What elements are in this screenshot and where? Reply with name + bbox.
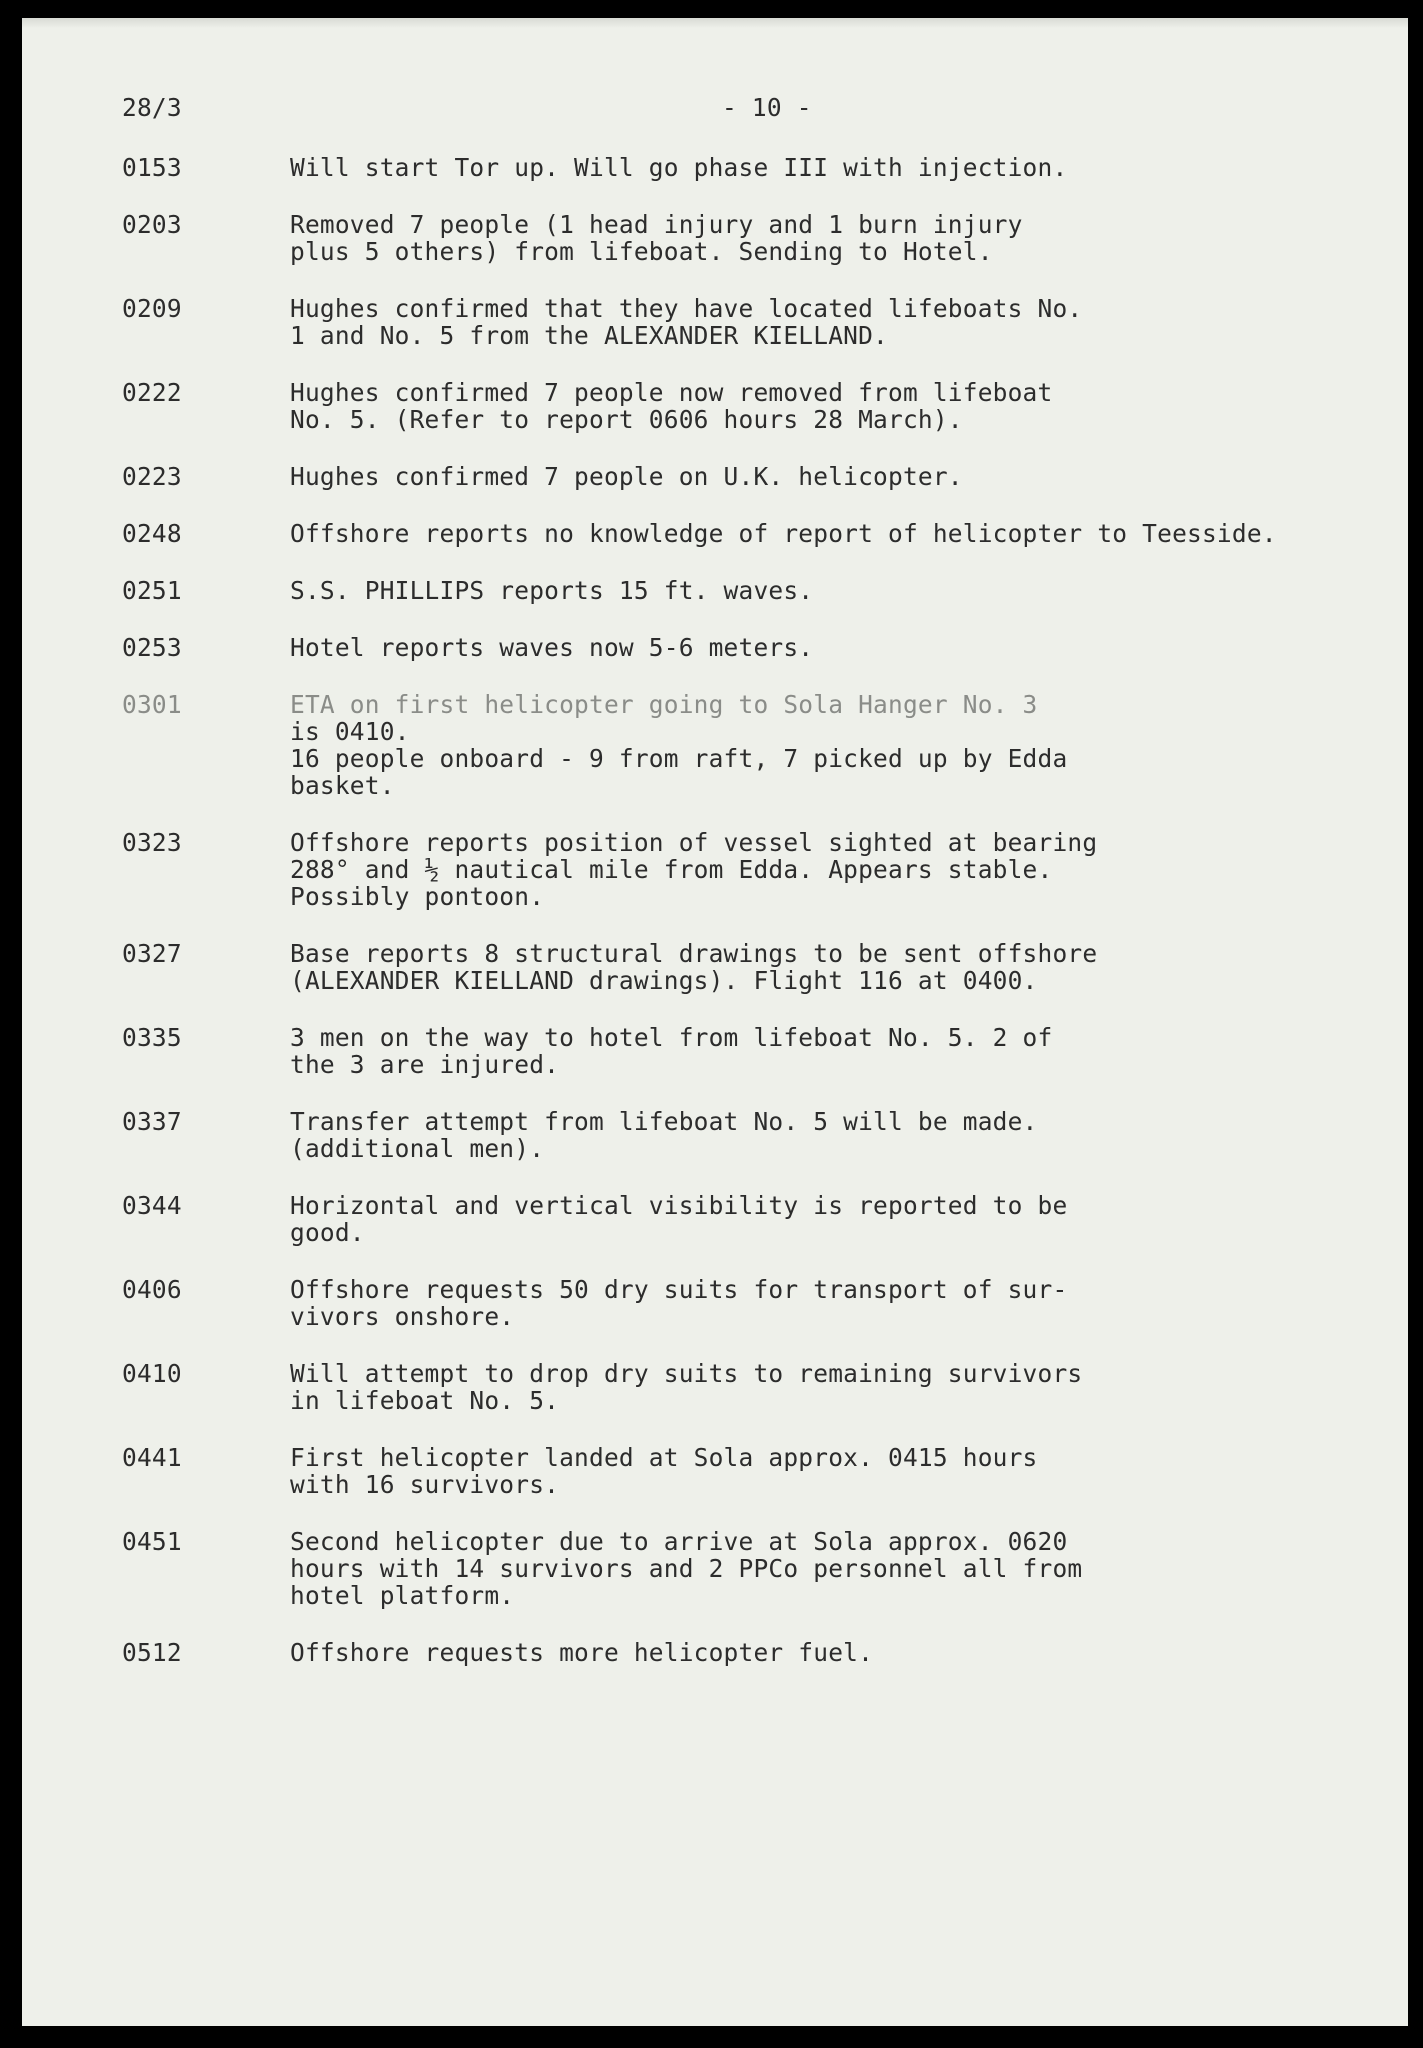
log-entry-line: vivors onshore.: [290, 1302, 515, 1331]
log-entry-text: [290, 634, 1362, 661]
log-entry: [122, 379, 1362, 433]
log-entry-line: Possibly pontoon.: [290, 882, 545, 911]
log-entry-line: (ALEXANDER KIELLAND drawings). Flight 116 at 0400.: [290, 966, 1038, 995]
log-entry-line: (additional men).: [290, 1134, 545, 1163]
log-entry-text: [290, 1192, 1362, 1246]
log-entry-time: 0337: [122, 1107, 182, 1136]
log-entry: [122, 520, 1362, 547]
log-entry-line: Offshore requests 50 dry suits for transport of sur-: [290, 1275, 1068, 1304]
log-entry-line: 3 men on the way to hotel from lifeboat No. 5. 2 of: [290, 1023, 1053, 1052]
log-entry: [122, 295, 1362, 349]
log-entry-text: [290, 829, 1362, 910]
log-entry-time: 0410: [122, 1359, 182, 1388]
log-entry: [122, 1528, 1362, 1609]
log-entry-text: [290, 691, 1362, 799]
log-entry-line: 288° and ½ nautical mile from Edda. Appears stable.: [290, 855, 1053, 884]
log-entry: [122, 1024, 1362, 1078]
log-entry-text: [290, 1024, 1362, 1078]
log-entry-time: 0209: [122, 294, 182, 323]
document-date: 28/3: [122, 93, 182, 122]
log-entry-line: with 16 survivors.: [290, 1470, 560, 1499]
log-entry-text: [290, 1276, 1362, 1330]
log-entry-time: 0153: [122, 153, 182, 182]
log-entry-text: [290, 1108, 1362, 1162]
log-entry: [122, 463, 1362, 490]
log-entry-line: hotel platform.: [290, 1581, 515, 1610]
log-entry-time: 0222: [122, 378, 182, 407]
log-entry-line: First helicopter landed at Sola approx. 0415 hours: [290, 1443, 1038, 1472]
log-entry-time: 0335: [122, 1023, 182, 1052]
log-entry-text: [290, 211, 1362, 265]
log-entry-text: [290, 463, 1362, 490]
log-entry-time: 0223: [122, 462, 182, 491]
log-entry-time: 0301: [122, 690, 182, 719]
log-entry-text: [290, 940, 1362, 994]
log-entry-line: Second helicopter due to arrive at Sola approx. 0620: [290, 1527, 1068, 1556]
log-entry-line: S.S. PHILLIPS reports 15 ft. waves.: [290, 576, 814, 605]
log-entry-text: [290, 379, 1362, 433]
log-entry-line: good.: [290, 1218, 365, 1247]
log-entry-text: [290, 577, 1362, 604]
log-entry-line: No. 5. (Refer to report 0606 hours 28 March).: [290, 405, 963, 434]
log-entry-line: Hotel reports waves now 5-6 meters.: [290, 633, 814, 662]
log-entry-line: in lifeboat No. 5.: [290, 1386, 560, 1415]
log-entry-line: Hughes confirmed 7 people now removed from lifeboat: [290, 378, 1053, 407]
log-entry-text: [290, 520, 1362, 547]
log-entry-time: 0251: [122, 576, 182, 605]
log-entry-time: 0344: [122, 1191, 182, 1220]
log-entry-line: Will attempt to drop dry suits to remaining survivors: [290, 1359, 1083, 1388]
log-entry-line: the 3 are injured.: [290, 1050, 560, 1079]
log-entry-time: 0512: [122, 1638, 182, 1667]
log-entry: [122, 211, 1362, 265]
log-entry: [122, 154, 1362, 181]
log-entry: [122, 1444, 1362, 1498]
log-entry-line: ETA on first helicopter going to Sola Hanger No. 3: [290, 690, 1038, 719]
log-entry-line: Removed 7 people (1 head injury and 1 burn injury: [290, 210, 1023, 239]
log-entries: [122, 154, 1362, 1696]
log-entry-line: Offshore reports no knowledge of report of helicopter to Teesside.: [290, 519, 1277, 548]
log-entry-text: [290, 1528, 1362, 1609]
log-entry: [122, 940, 1362, 994]
log-entry: [122, 1108, 1362, 1162]
log-entry: [122, 577, 1362, 604]
log-entry-text: [290, 154, 1362, 181]
log-entry: [122, 1276, 1362, 1330]
page-number: - 10 -: [722, 93, 812, 122]
log-entry-line: is 0410.: [290, 717, 410, 746]
log-entry-line: Horizontal and vertical visibility is reported to be: [290, 1191, 1068, 1220]
log-entry-text: [290, 1639, 1362, 1666]
log-entry-time: 0406: [122, 1275, 182, 1304]
log-entry: [122, 829, 1362, 910]
log-entry: [122, 1360, 1362, 1414]
log-entry-line: 16 people onboard - 9 from raft, 7 picked up by Edda: [290, 744, 1068, 773]
log-entry: [122, 691, 1362, 799]
log-entry-line: Hughes confirmed that they have located lifeboats No.: [290, 294, 1083, 323]
log-entry-line: basket.: [290, 771, 395, 800]
log-entry-time: 0327: [122, 939, 182, 968]
log-entry-line: hours with 14 survivors and 2 PPCo personnel all from: [290, 1554, 1083, 1583]
log-entry-line: Hughes confirmed 7 people on U.K. helicopter.: [290, 462, 963, 491]
log-entry: [122, 634, 1362, 661]
log-entry-line: Transfer attempt from lifeboat No. 5 will be made.: [290, 1107, 1038, 1136]
log-entry-line: plus 5 others) from lifeboat. Sending to Hotel.: [290, 237, 993, 266]
log-entry-line: 1 and No. 5 from the ALEXANDER KIELLAND.: [290, 321, 889, 350]
log-entry-time: 0203: [122, 210, 182, 239]
log-entry-line: Offshore requests more helicopter fuel.: [290, 1638, 874, 1667]
log-entry-time: 0441: [122, 1443, 182, 1472]
log-entry-line: Offshore reports position of vessel sighted at bearing: [290, 828, 1098, 857]
log-entry-line: Base reports 8 structural drawings to be sent offshore: [290, 939, 1098, 968]
document-page: [22, 18, 1408, 2026]
log-entry-time: 0451: [122, 1527, 182, 1556]
log-entry-time: 0323: [122, 828, 182, 857]
log-entry-text: [290, 1360, 1362, 1414]
log-entry-line: Will start Tor up. Will go phase III with injection.: [290, 153, 1068, 182]
log-entry-time: 0248: [122, 519, 182, 548]
log-entry: [122, 1192, 1362, 1246]
log-entry-time: 0253: [122, 633, 182, 662]
log-entry-text: [290, 1444, 1362, 1498]
log-entry-text: [290, 295, 1362, 349]
log-entry: [122, 1639, 1362, 1666]
